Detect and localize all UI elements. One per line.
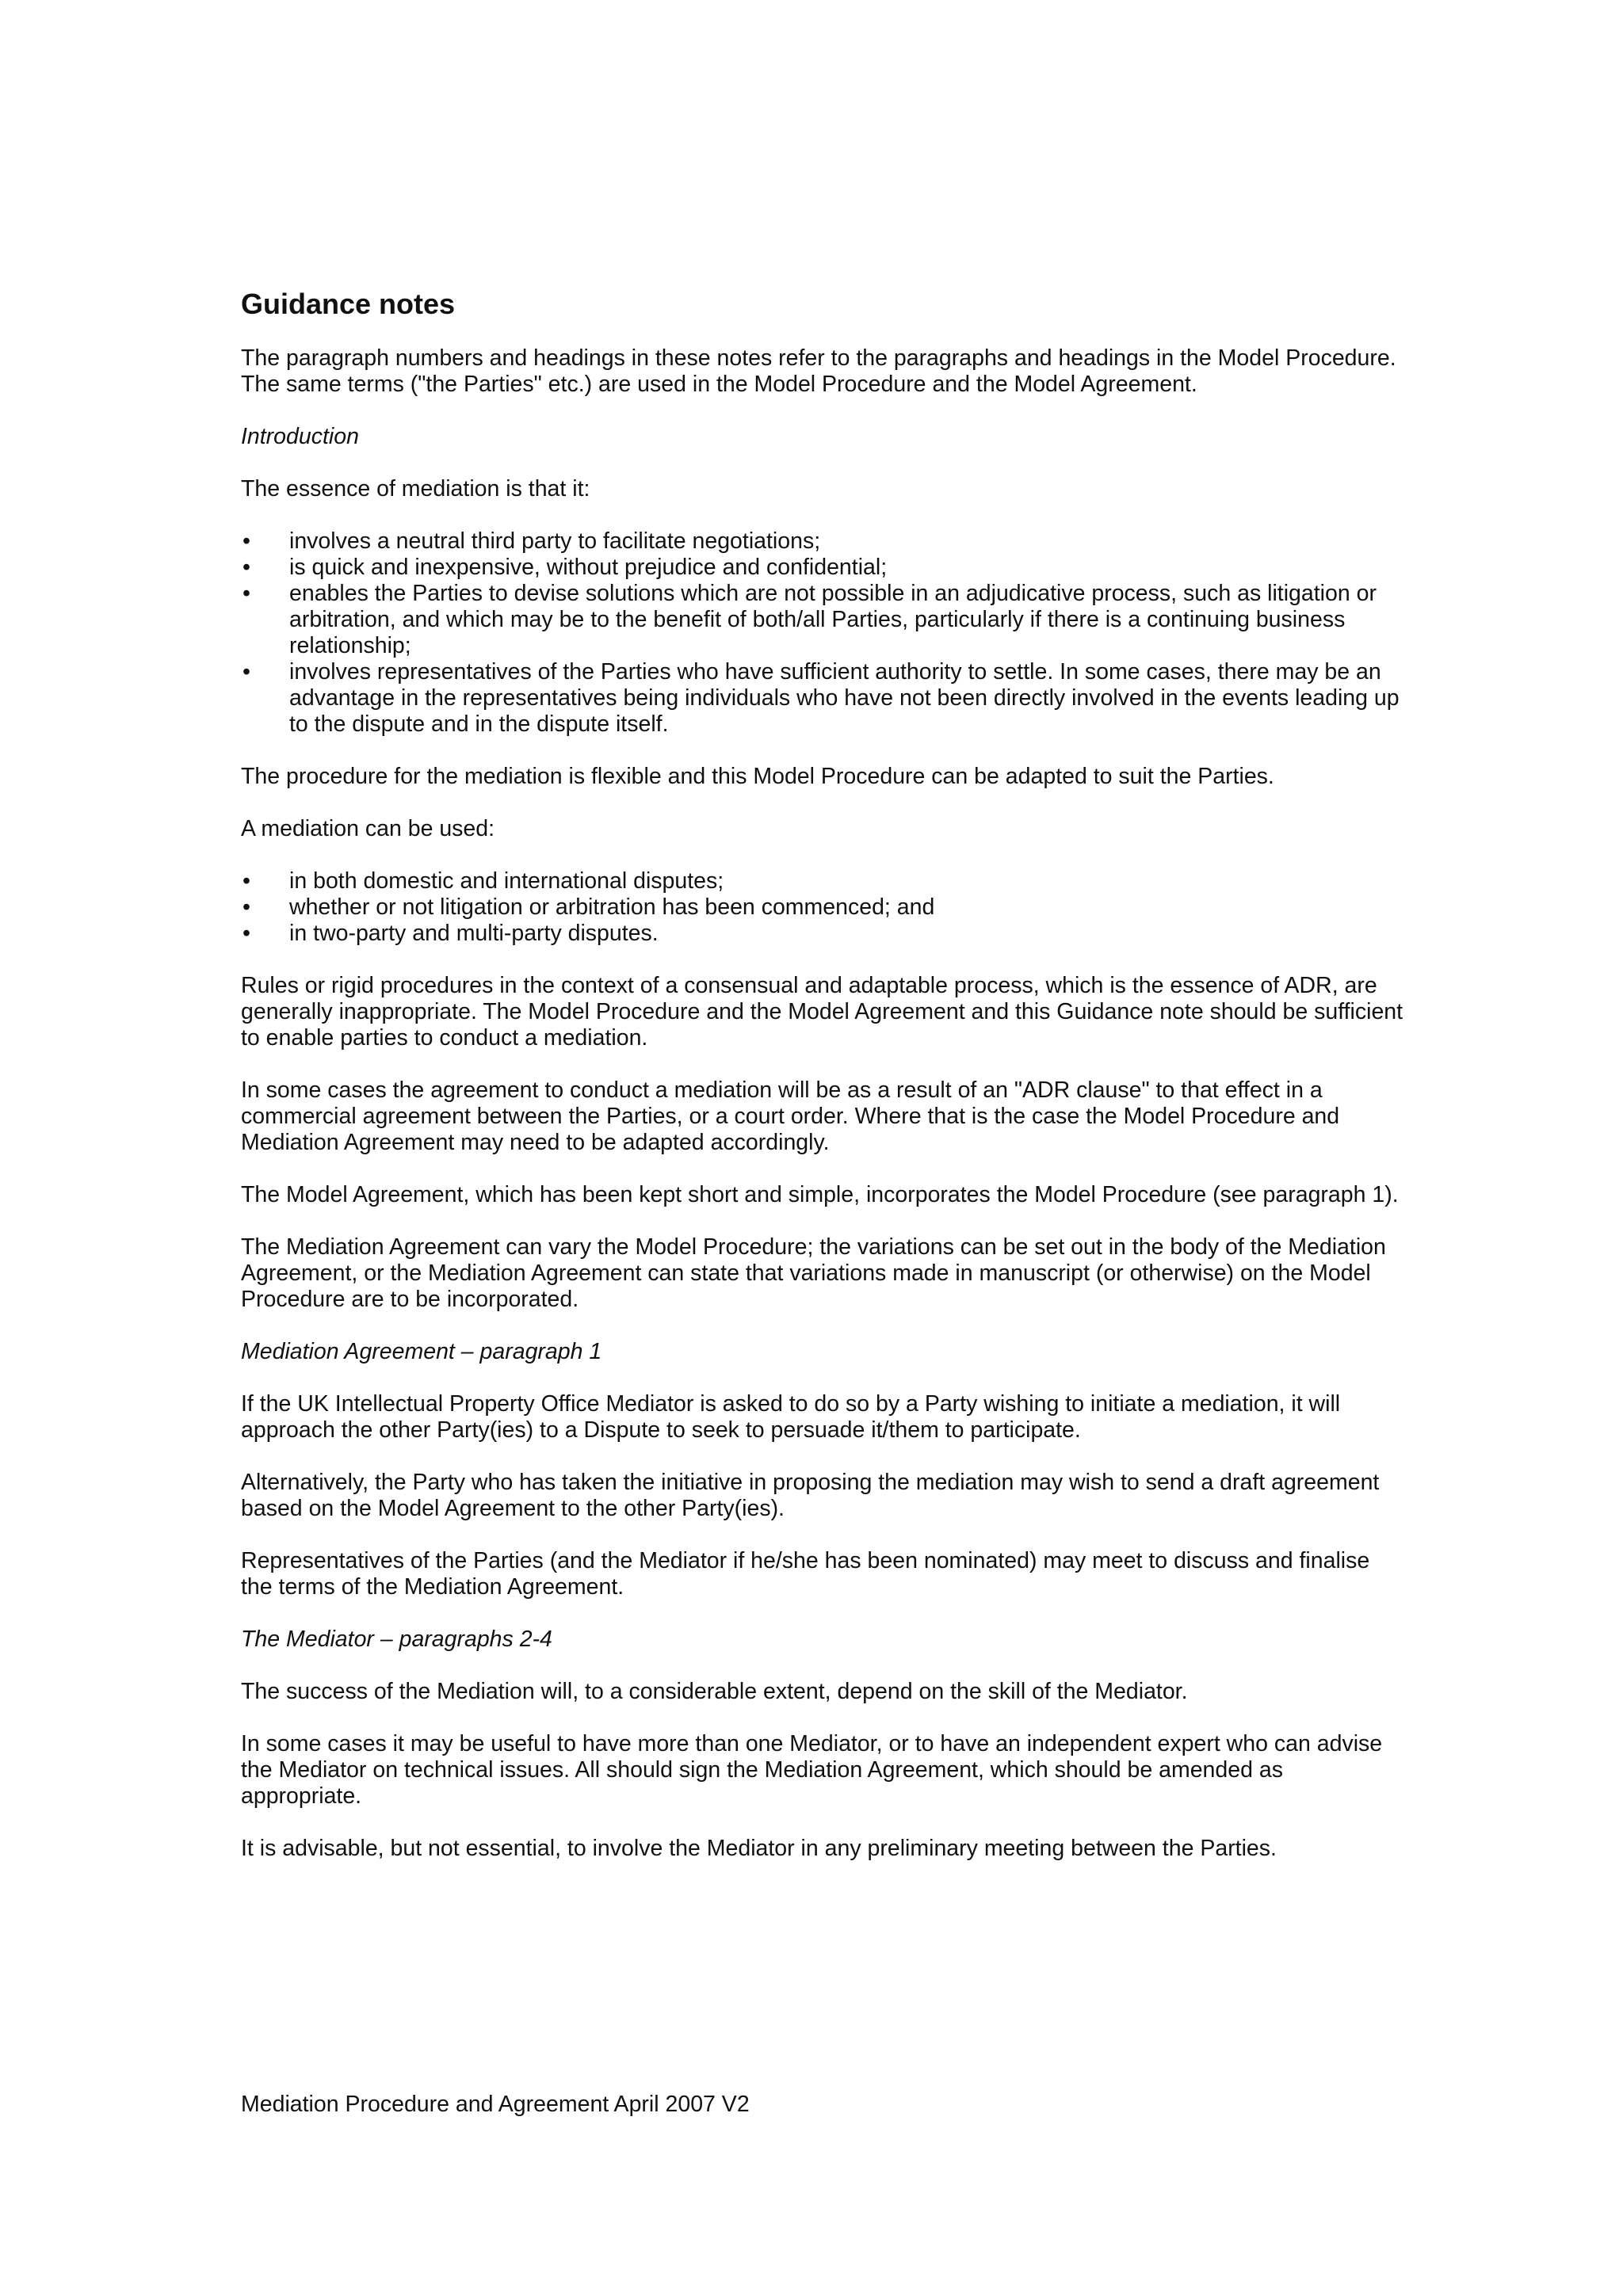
usage-lead: A mediation can be used: <box>241 816 495 841</box>
list-item: • whether or not litigation or arbitration has been commenced; and <box>241 894 1406 921</box>
variation-paragraph: The Mediation Agreement can vary the Model Procedure; the variations can be set out in the body of the Mediation Agreement, or the Mediation Agreement can state that variations made in manuscript (or otherwise) on the Model Procedure are to be incorporated. <box>241 1234 1386 1312</box>
introduction-heading: Introduction <box>241 424 359 449</box>
alternative-paragraph: Alternatively, the Party who has taken the initiative in proposing the mediation may wish to send a draft agreement based on the Model Agreement to the other Party(ies). <box>241 1470 1380 1521</box>
rules-paragraph: Rules or rigid procedures in the context of a consensual and adaptable process, which is the essence of ADR, are generally inappropriate. The Model Procedure and the Model Agreement and this Guidance note should be sufficient to enable parties to conduct a mediation. <box>241 973 1403 1051</box>
flexible-paragraph: The procedure for the mediation is flexible and this Model Procedure can be adapted to suit the Parties. <box>241 764 1274 789</box>
adr-clause-paragraph: In some cases the agreement to conduct a mediation will be as a result of an "ADR clause" to that effect in a commercial agreement between the Parties, or a court order. Where that is the case the Model Procedure and Mediation Agreement may need to be adapted accordingly. <box>241 1077 1340 1155</box>
usage-list <box>241 868 1406 947</box>
mediator-heading: The Mediator – paragraphs 2-4 <box>241 1627 552 1652</box>
list-item: • enables the Parties to devise solutions which are not possible in an adjudicative process, such as litigation or arbitration, and which may be to the benefit of both/all Parties, particularly if there is a continuing business relationship; <box>241 581 1406 659</box>
page-title: Guidance notes <box>241 288 456 320</box>
intro-paragraph: The paragraph numbers and headings in these notes refer to the paragraphs and headings in the Model Procedure. The same terms ("the Parties" etc.) are used in the Model Procedure and the Model Agreement. <box>241 345 1396 397</box>
model-agreement-paragraph: The Model Agreement, which has been kept short and simple, incorporates the Model Procedure (see paragraph 1). <box>241 1182 1399 1207</box>
list-item: • is quick and inexpensive, without prejudice and confidential; <box>241 555 1406 581</box>
page-footer: Mediation Procedure and Agreement April 2007 V2 <box>241 2092 750 2117</box>
document-body <box>241 287 1406 1888</box>
advisable-paragraph: It is advisable, but not essential, to involve the Mediator in any preliminary meeting between the Parties. <box>241 1836 1277 1861</box>
success-paragraph: The success of the Mediation will, to a considerable extent, depend on the skill of the Mediator. <box>241 1679 1188 1704</box>
essence-list <box>241 528 1406 738</box>
representatives-paragraph: Representatives of the Parties (and the Mediator if he/she has been nominated) may meet to discuss and finalise the terms of the Mediation Agreement. <box>241 1548 1370 1600</box>
list-item: • in both domestic and international disputes; <box>241 868 1406 894</box>
list-item: • involves representatives of the Parties who have sufficient authority to settle. In some cases, there may be an advantage in the representatives being individuals who have not been directly involved in the events leading up to the dispute and in the dispute itself. <box>241 659 1406 738</box>
ipo-paragraph: If the UK Intellectual Property Office Mediator is asked to do so by a Party wishing to initiate a mediation, it will approach the other Party(ies) to a Dispute to seek to persuade it/them to participate. <box>241 1391 1341 1443</box>
mediation-agreement-heading: Mediation Agreement – paragraph 1 <box>241 1339 602 1364</box>
list-item: • involves a neutral third party to facilitate negotiations; <box>241 528 1406 555</box>
essence-lead: The essence of mediation is that it: <box>241 476 590 502</box>
list-item: • in two-party and multi-party disputes. <box>241 921 1406 947</box>
multiple-mediator-paragraph: In some cases it may be useful to have more than one Mediator, or to have an independent expert who can advise the Mediator on technical issues. All should sign the Mediation Agreement, which should be amended as appropriate. <box>241 1731 1383 1809</box>
